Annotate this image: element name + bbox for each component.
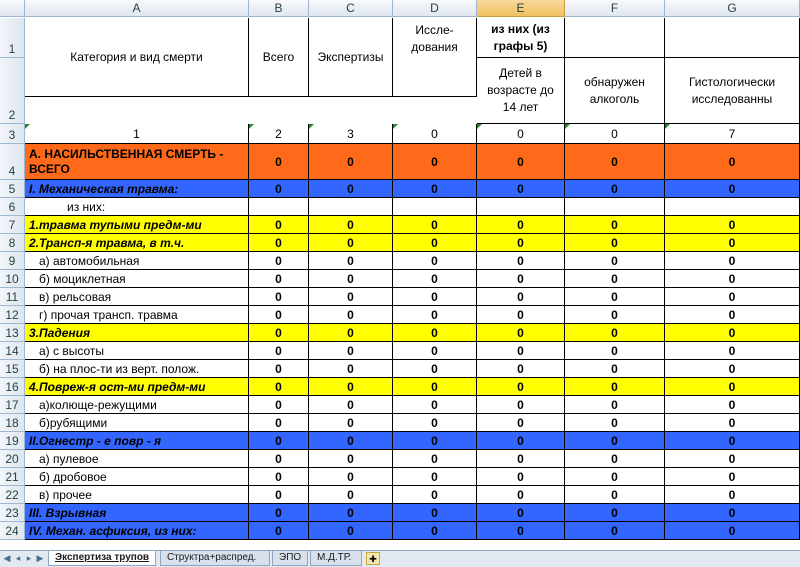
column-header-g[interactable]: G: [665, 0, 800, 17]
value-cell[interactable]: [565, 198, 665, 216]
header-row-2: [0, 58, 800, 124]
cell-histology-header[interactable]: Гистологически исследованны: [665, 58, 800, 124]
value-cell[interactable]: 0: [393, 522, 477, 540]
cell-colnum-d[interactable]: 0: [393, 124, 477, 144]
row-label[interactable]: IV. Механ. асфиксия, из них:: [25, 522, 249, 540]
row-header[interactable]: 23: [0, 504, 25, 522]
table-row: [0, 360, 800, 378]
value-cell[interactable]: 0: [477, 342, 565, 360]
value-cell[interactable]: 0: [565, 234, 665, 252]
column-header-f[interactable]: F: [565, 0, 665, 17]
value-cell[interactable]: 0: [665, 450, 800, 468]
table-row: [0, 414, 800, 432]
value-cell[interactable]: 0: [665, 288, 800, 306]
row-header[interactable]: 7: [0, 216, 25, 234]
value-cell[interactable]: 0: [393, 324, 477, 342]
value-cell[interactable]: 0: [249, 324, 309, 342]
value-cell[interactable]: 0: [665, 504, 800, 522]
cell-f1[interactable]: [565, 18, 665, 58]
table-row: [0, 450, 800, 468]
row-label[interactable]: а) пулевое: [25, 450, 249, 468]
value-cell[interactable]: 0: [477, 324, 565, 342]
value-cell[interactable]: 0: [309, 396, 393, 414]
value-cell[interactable]: 0: [393, 180, 477, 198]
sheet-tab-structure[interactable]: Структра+распред.: [160, 551, 270, 566]
table-row: [0, 378, 800, 396]
cell-g1[interactable]: [665, 18, 800, 58]
table-row: [0, 396, 800, 414]
value-cell[interactable]: 0: [477, 378, 565, 396]
cell-alcohol-header[interactable]: обнаружен алкоголь: [565, 58, 665, 124]
value-cell[interactable]: 0: [249, 216, 309, 234]
table-row: [0, 324, 800, 342]
value-cell[interactable]: 0: [665, 486, 800, 504]
column-header-a[interactable]: A: [25, 0, 249, 17]
value-cell[interactable]: 0: [249, 252, 309, 270]
value-cell[interactable]: 0: [309, 486, 393, 504]
cell-colnum-f[interactable]: 0: [565, 124, 665, 144]
value-cell[interactable]: 0: [565, 342, 665, 360]
value-cell[interactable]: 0: [665, 360, 800, 378]
value-cell[interactable]: 0: [249, 342, 309, 360]
row-label[interactable]: в) рельсовая: [25, 288, 249, 306]
value-cell[interactable]: 0: [309, 324, 393, 342]
table-row: [0, 180, 800, 198]
value-cell[interactable]: 0: [477, 216, 565, 234]
value-cell[interactable]: 0: [477, 414, 565, 432]
value-cell[interactable]: 0: [309, 342, 393, 360]
cell-children-header[interactable]: Детей в возрасте до 14 лет: [477, 58, 565, 124]
value-cell[interactable]: 0: [665, 324, 800, 342]
table-row: [0, 306, 800, 324]
value-cell[interactable]: 0: [665, 216, 800, 234]
row-label[interactable]: I. Механическая травма:: [25, 180, 249, 198]
value-cell[interactable]: 0: [565, 288, 665, 306]
value-cell[interactable]: 0: [249, 306, 309, 324]
value-cell[interactable]: 0: [309, 288, 393, 306]
row-label[interactable]: III. Взрывная: [25, 504, 249, 522]
value-cell[interactable]: 0: [309, 378, 393, 396]
row-header[interactable]: 14: [0, 342, 25, 360]
value-cell[interactable]: 0: [477, 360, 565, 378]
row-label[interactable]: а) с высоты: [25, 342, 249, 360]
value-cell[interactable]: 0: [477, 288, 565, 306]
sheet-tab-autopsy[interactable]: Экспертиза трупов: [48, 551, 156, 566]
row-label[interactable]: 1.травма тупыми предм-ми: [25, 216, 249, 234]
row-label[interactable]: 4.Повреж-я ост-ми предм-ми: [25, 378, 249, 396]
value-cell[interactable]: 0: [393, 486, 477, 504]
value-cell[interactable]: 0: [309, 252, 393, 270]
value-cell[interactable]: 0: [249, 486, 309, 504]
value-cell[interactable]: 0: [249, 522, 309, 540]
value-cell[interactable]: 0: [249, 468, 309, 486]
prev-sheet-icon[interactable]: ◂: [15, 553, 21, 563]
value-cell[interactable]: 0: [309, 234, 393, 252]
row-label[interactable]: А. НАСИЛЬСТВЕННАЯ СМЕРТЬ - ВСЕГО: [25, 144, 249, 180]
value-cell[interactable]: 0: [565, 450, 665, 468]
value-cell[interactable]: 0: [477, 306, 565, 324]
row-label[interactable]: б) на плос-ти из верт. полож.: [25, 360, 249, 378]
value-cell[interactable]: 0: [249, 270, 309, 288]
row-label[interactable]: б) дробовое: [25, 468, 249, 486]
value-cell[interactable]: 0: [665, 180, 800, 198]
table-row: [0, 432, 800, 450]
value-cell[interactable]: 0: [565, 144, 665, 180]
row-header[interactable]: 8: [0, 234, 25, 252]
value-cell[interactable]: 0: [665, 414, 800, 432]
row-header[interactable]: 9: [0, 252, 25, 270]
value-cell[interactable]: 0: [477, 270, 565, 288]
row-header[interactable]: 13: [0, 324, 25, 342]
value-cell[interactable]: 0: [665, 252, 800, 270]
value-cell[interactable]: 0: [309, 180, 393, 198]
value-cell[interactable]: 0: [393, 270, 477, 288]
value-cell[interactable]: 0: [393, 468, 477, 486]
value-cell[interactable]: [665, 198, 800, 216]
value-cell[interactable]: 0: [477, 252, 565, 270]
next-sheet-icon[interactable]: ▸: [26, 553, 32, 563]
cell-colnum-a[interactable]: 1: [25, 124, 249, 144]
value-cell[interactable]: 0: [249, 396, 309, 414]
value-cell[interactable]: 0: [249, 432, 309, 450]
row-label[interactable]: в) прочее: [25, 486, 249, 504]
value-cell[interactable]: 0: [565, 414, 665, 432]
cell-colnum-e[interactable]: 0: [477, 124, 565, 144]
cell-of-them-header[interactable]: из них (из графы 5): [477, 18, 565, 58]
value-cell[interactable]: 0: [565, 324, 665, 342]
row-header[interactable]: 12: [0, 306, 25, 324]
value-cell[interactable]: 0: [477, 234, 565, 252]
row-header[interactable]: 17: [0, 396, 25, 414]
row-label[interactable]: из них:: [25, 198, 249, 216]
value-cell[interactable]: 0: [393, 450, 477, 468]
value-cell[interactable]: 0: [665, 342, 800, 360]
value-cell[interactable]: 0: [565, 180, 665, 198]
value-cell[interactable]: 0: [309, 432, 393, 450]
value-cell[interactable]: 0: [665, 522, 800, 540]
header-row-1: [0, 18, 800, 64]
value-cell[interactable]: 0: [393, 288, 477, 306]
value-cell[interactable]: 0: [477, 396, 565, 414]
value-cell[interactable]: 0: [565, 522, 665, 540]
cell-colnum-b[interactable]: 2: [249, 124, 309, 144]
row-header[interactable]: 21: [0, 468, 25, 486]
sheet-tab-epo[interactable]: ЭПО: [272, 551, 308, 566]
row-label[interactable]: 2.Трансп-я травма, в т.ч.: [25, 234, 249, 252]
value-cell[interactable]: 0: [309, 468, 393, 486]
value-cell[interactable]: 0: [393, 504, 477, 522]
value-cell[interactable]: 0: [393, 342, 477, 360]
value-cell[interactable]: 0: [477, 144, 565, 180]
value-cell[interactable]: 0: [665, 144, 800, 180]
value-cell[interactable]: 0: [249, 414, 309, 432]
table-row: [0, 252, 800, 270]
row-header[interactable]: 20: [0, 450, 25, 468]
value-cell[interactable]: 0: [393, 378, 477, 396]
row-header[interactable]: 24: [0, 522, 25, 540]
row-header-2[interactable]: 2: [0, 58, 25, 124]
value-cell[interactable]: 0: [565, 486, 665, 504]
value-cell[interactable]: 0: [309, 522, 393, 540]
table-row: [0, 522, 800, 540]
cell-research-header[interactable]: Иссле-дования: [393, 18, 477, 97]
value-cell[interactable]: 0: [309, 216, 393, 234]
value-cell[interactable]: 0: [665, 432, 800, 450]
row-label[interactable]: б) моциклетная: [25, 270, 249, 288]
value-cell[interactable]: 0: [565, 504, 665, 522]
value-cell[interactable]: 0: [309, 360, 393, 378]
table-row: [0, 288, 800, 306]
value-cell[interactable]: 0: [393, 396, 477, 414]
value-cell[interactable]: 0: [665, 306, 800, 324]
sheet-tab-bar: [0, 550, 800, 567]
value-cell[interactable]: 0: [565, 360, 665, 378]
value-cell[interactable]: [393, 198, 477, 216]
column-header-e[interactable]: E: [477, 0, 565, 17]
value-cell[interactable]: 0: [309, 504, 393, 522]
value-cell[interactable]: 0: [565, 432, 665, 450]
value-cell[interactable]: 0: [565, 270, 665, 288]
table-row: [0, 234, 800, 252]
row-label[interactable]: б)рубящими: [25, 414, 249, 432]
value-cell[interactable]: [477, 198, 565, 216]
row-label[interactable]: а)колюще-режущими: [25, 396, 249, 414]
value-cell[interactable]: 0: [393, 432, 477, 450]
first-sheet-icon[interactable]: ◀: [3, 553, 11, 563]
value-cell[interactable]: 0: [393, 360, 477, 378]
table-row: [0, 216, 800, 234]
value-cell[interactable]: 0: [477, 486, 565, 504]
row-header-3[interactable]: 3: [0, 124, 25, 144]
row-header[interactable]: 19: [0, 432, 25, 450]
row-header[interactable]: 4: [0, 144, 25, 180]
row-label[interactable]: г) прочая трансп. травма: [25, 306, 249, 324]
row-header[interactable]: 11: [0, 288, 25, 306]
value-cell[interactable]: 0: [249, 288, 309, 306]
cell-colnum-c[interactable]: 3: [309, 124, 393, 144]
table-row: [0, 270, 800, 288]
value-cell[interactable]: 0: [665, 378, 800, 396]
value-cell[interactable]: 0: [249, 234, 309, 252]
value-cell[interactable]: [249, 198, 309, 216]
value-cell[interactable]: 0: [249, 360, 309, 378]
value-cell[interactable]: 0: [477, 504, 565, 522]
cell-category-header[interactable]: Категория и вид смерти: [25, 18, 249, 97]
value-cell[interactable]: 0: [565, 306, 665, 324]
value-cell[interactable]: 0: [393, 216, 477, 234]
value-cell[interactable]: 0: [393, 306, 477, 324]
cell-expertise-header[interactable]: Экспертизы: [309, 18, 393, 97]
sheet-tab-mdtr[interactable]: М.Д.ТР.: [310, 551, 362, 566]
row-header[interactable]: 16: [0, 378, 25, 396]
last-sheet-icon[interactable]: ▶: [36, 553, 44, 563]
column-header-d[interactable]: D: [393, 0, 477, 17]
value-cell[interactable]: 0: [665, 270, 800, 288]
value-cell[interactable]: 0: [565, 468, 665, 486]
column-header-c[interactable]: C: [309, 0, 393, 17]
row-header[interactable]: 22: [0, 486, 25, 504]
value-cell[interactable]: 0: [249, 504, 309, 522]
value-cell[interactable]: 0: [393, 234, 477, 252]
table-row: [0, 486, 800, 504]
value-cell[interactable]: 0: [309, 306, 393, 324]
table-row: [0, 144, 800, 180]
select-all-corner[interactable]: [0, 0, 25, 17]
cell-total-header[interactable]: Всего: [249, 18, 309, 97]
column-header-b[interactable]: B: [249, 0, 309, 17]
row-header-1[interactable]: 1: [0, 18, 25, 58]
value-cell[interactable]: 0: [249, 144, 309, 180]
value-cell[interactable]: 0: [309, 270, 393, 288]
table-row: [0, 504, 800, 522]
insert-sheet-icon[interactable]: ✚: [366, 552, 380, 565]
value-cell[interactable]: 0: [249, 450, 309, 468]
value-cell[interactable]: 0: [249, 180, 309, 198]
value-cell[interactable]: 0: [665, 234, 800, 252]
value-cell[interactable]: 0: [249, 378, 309, 396]
row-header[interactable]: 15: [0, 360, 25, 378]
value-cell[interactable]: 0: [477, 180, 565, 198]
row-header[interactable]: 18: [0, 414, 25, 432]
value-cell[interactable]: 0: [309, 144, 393, 180]
table-row: [0, 198, 800, 216]
row-header[interactable]: 5: [0, 180, 25, 198]
row-label[interactable]: II.Огнестр - е повр - я: [25, 432, 249, 450]
value-cell[interactable]: 0: [477, 468, 565, 486]
cell-colnum-g[interactable]: 7: [665, 124, 800, 144]
value-cell[interactable]: 0: [309, 450, 393, 468]
value-cell[interactable]: 0: [565, 396, 665, 414]
value-cell[interactable]: 0: [393, 144, 477, 180]
value-cell[interactable]: 0: [565, 216, 665, 234]
value-cell[interactable]: 0: [477, 450, 565, 468]
column-number-row: [0, 124, 800, 144]
value-cell[interactable]: 0: [665, 396, 800, 414]
row-label[interactable]: а) автомобильная: [25, 252, 249, 270]
table-row: [0, 342, 800, 360]
value-cell[interactable]: 0: [309, 414, 393, 432]
value-cell[interactable]: 0: [477, 522, 565, 540]
row-label[interactable]: 3.Падения: [25, 324, 249, 342]
row-header[interactable]: 6: [0, 198, 25, 216]
column-header-bar: [0, 0, 800, 18]
value-cell[interactable]: 0: [565, 252, 665, 270]
row-header[interactable]: 10: [0, 270, 25, 288]
value-cell[interactable]: 0: [393, 252, 477, 270]
value-cell[interactable]: 0: [477, 432, 565, 450]
value-cell[interactable]: 0: [565, 378, 665, 396]
value-cell[interactable]: [309, 198, 393, 216]
value-cell[interactable]: 0: [393, 414, 477, 432]
value-cell[interactable]: 0: [665, 468, 800, 486]
table-row: [0, 468, 800, 486]
